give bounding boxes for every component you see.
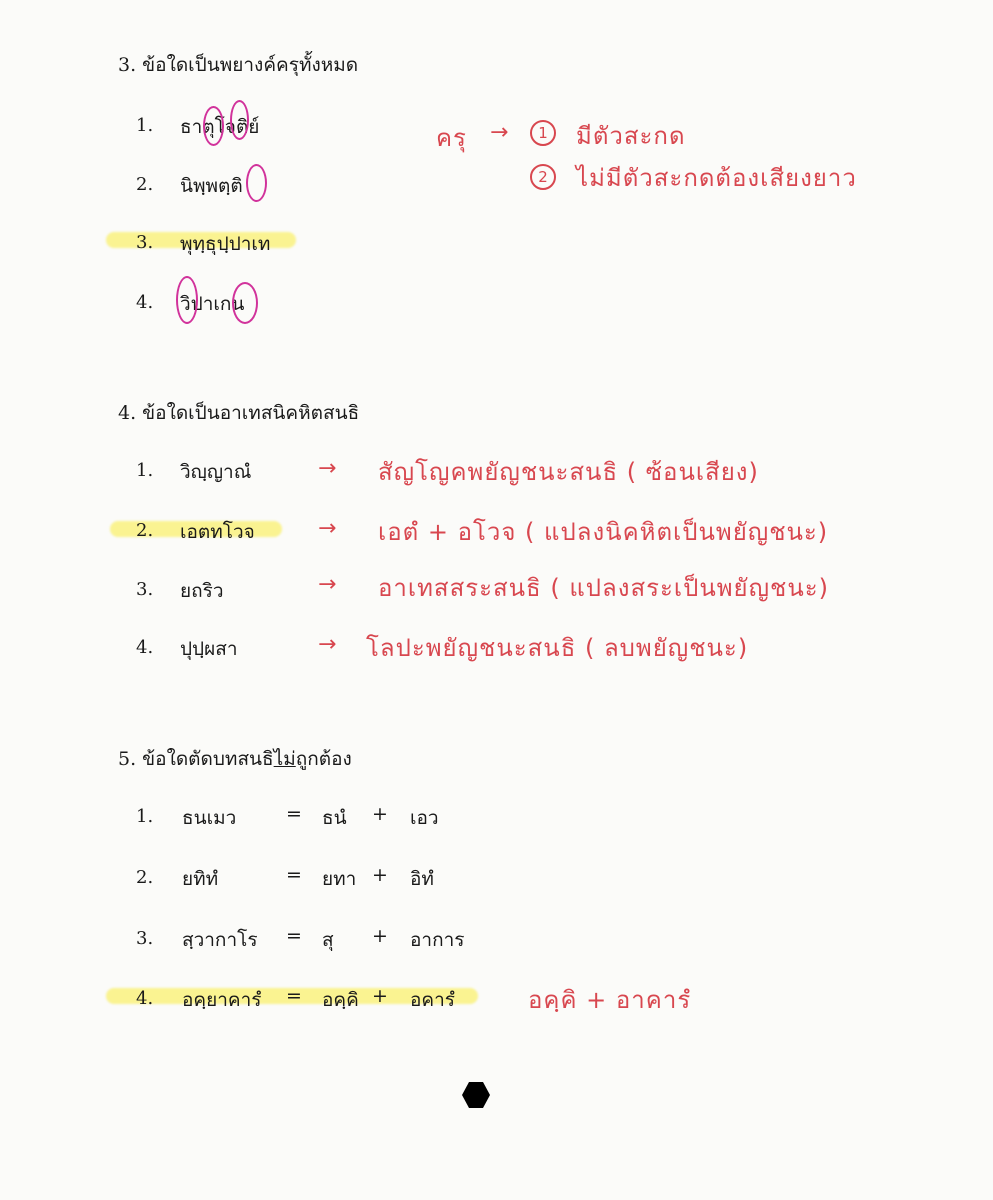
q5-option-4-number: 4. [136, 988, 154, 1009]
q5-option-3-part-a: สุ [322, 929, 334, 951]
plus-sign: + [372, 985, 388, 1007]
q3-title: 3. ข้อใดเป็นพยางค์ครุทั้งหมด [118, 54, 359, 76]
q5-option-4-part-b: อคารํ [410, 989, 455, 1011]
syllable-circle [230, 100, 249, 140]
q4-option-4-number: 4. [136, 637, 154, 658]
arrow-icon: → [490, 120, 509, 145]
q5-option-3-part-b: อาการ [410, 929, 465, 951]
q5-title-emphasis: ไม่ [273, 748, 296, 770]
note-2-text: ไม่มีตัวสะกดต้องเสียงยาว [576, 164, 857, 192]
q3-option-4-text: วิปาเกน [180, 293, 245, 315]
q4-title: 4. ข้อใดเป็นอาเทสนิคหิตสนธิ [118, 402, 360, 424]
q4-option-2-text: เอตทโวจ [180, 521, 255, 543]
syllable-circle [232, 282, 258, 324]
note-1-text: มีตัวสะกด [576, 122, 686, 150]
syllable-circle [246, 164, 267, 202]
q3-option-1-text: ธาตุโจติย์ [180, 116, 260, 138]
q4-option-4-note: โลปะพยัญชนะสนธิ ( ลบพยัญชนะ) [366, 634, 749, 662]
q4-option-3-number: 3. [136, 579, 154, 600]
q5-option-3-word: สฺวากาโร [182, 929, 258, 951]
arrow-icon: → [318, 456, 337, 481]
q4-option-3-text: ยถริว [180, 580, 224, 602]
q5-title-end: ถูกต้อง [295, 748, 352, 770]
arrow-icon: → [318, 572, 337, 597]
note-label: ครุ [436, 124, 467, 152]
plus-sign: + [372, 803, 388, 825]
note-2-number: 2 [530, 164, 556, 190]
q3-option-3-number: 3. [136, 232, 154, 253]
q4-option-4-text: ปุปฺผสา [180, 638, 238, 660]
plus-sign: + [372, 864, 388, 886]
q5-option-1-part-a: ธนํ [322, 807, 347, 829]
q3-option-3-text: พุทฺธุปฺปาเท [180, 233, 271, 255]
q5-option-4-part-a: อคฺคิ [322, 989, 359, 1011]
q5-option-2-number: 2. [136, 867, 154, 888]
q4-option-1-note: สัญโญคพยัญชนะสนธิ ( ซ้อนเสียง) [378, 458, 759, 486]
q4-option-1-number: 1. [136, 460, 154, 481]
q5-option-1-word: ธนเมว [182, 807, 237, 829]
q4-option-1-text: วิญฺญาณํ [180, 461, 252, 483]
q4-option-2-note: เอตํ + อโวจ ( แปลงนิคหิตเป็นพยัญชนะ) [378, 518, 829, 546]
note-1-number: 1 [530, 120, 556, 146]
q5-option-2-word: ยทิทํ [182, 868, 219, 890]
q5-option-2-part-b: อิทํ [410, 868, 434, 890]
q4-option-3-note: อาเทสสระสนธิ ( แปลงสระเป็นพยัญชนะ) [378, 574, 829, 602]
arrow-icon: → [318, 632, 337, 657]
q3-option-2-number: 2. [136, 174, 154, 195]
syllable-circle [203, 106, 224, 146]
q5-option-3-number: 3. [136, 928, 154, 949]
q5-option-1-part-b: เอว [410, 807, 439, 829]
hexagon-icon [461, 1081, 491, 1109]
q5-title-start: 5. ข้อใดตัดบทสนธิ [118, 748, 274, 770]
q3-option-1-number: 1. [136, 115, 154, 136]
arrow-icon: → [318, 516, 337, 541]
plus-sign: + [372, 925, 388, 947]
q5-option-1-number: 1. [136, 806, 154, 827]
q5-option-4-word: อคฺยาคารํ [182, 989, 262, 1011]
q3-option-4-number: 4. [136, 292, 154, 313]
q5-option-2-part-a: ยทา [322, 868, 357, 890]
equals-sign: = [286, 925, 302, 947]
q5-title [118, 744, 352, 774]
equals-sign: = [286, 985, 302, 1007]
q5-correction-note: อคฺคิ + อาคารํ [528, 986, 692, 1014]
q3-option-2-text: นิพฺพตฺติ [180, 175, 243, 197]
equals-sign: = [286, 803, 302, 825]
equals-sign: = [286, 864, 302, 886]
q4-option-2-number: 2. [136, 520, 154, 541]
syllable-circle [176, 276, 198, 324]
